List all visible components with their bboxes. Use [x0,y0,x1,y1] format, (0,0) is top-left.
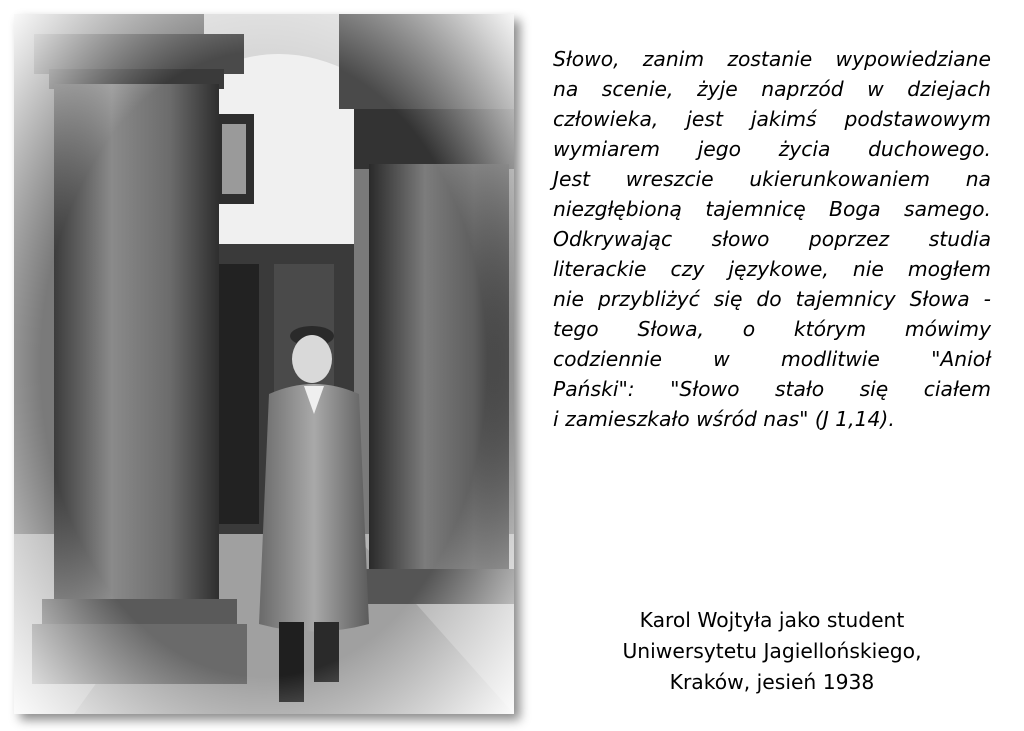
photo-illustration [14,14,514,714]
quote-line: nie przybliżyć się do tajemnicy Słowa - [553,287,991,311]
quote-line: człowieka, jest jakimś podstawowym [553,107,991,131]
photo-caption [530,605,1014,698]
quote-line: Słowo, zanim zostanie wypowiedziane [553,47,991,71]
quote-line: wymiarem jego życia duchowego. [553,137,991,161]
caption-line-3: Kraków, jesień 1938 [669,670,875,694]
quote-line: Pański": "Słowo stało się ciałem [553,377,991,401]
quote-line: Jest wreszcie ukierunkowaniem na [553,167,991,191]
quote-line: i zamieszkało wśród nas" (J 1,14). [553,407,895,431]
quote-line: literackie czy językowe, nie mogłem [553,257,991,281]
caption-line-1: Karol Wojtyła jako student [639,608,905,632]
quote-line: tego Słowa, o którym mówimy [553,317,991,341]
caption-line-2: Uniwersytetu Jagiellońskiego, [622,639,922,663]
archival-photo [14,14,514,714]
quote-line: Odkrywając słowo poprzez studia [553,227,991,251]
quote-text [553,44,991,434]
quote-line: na scenie, żyje naprzód w dziejach [553,77,991,101]
quote-line: niezgłębioną tajemnicę Boga samego. [553,197,991,221]
quote-line: codziennie w modlitwie "Anioł [553,347,991,371]
